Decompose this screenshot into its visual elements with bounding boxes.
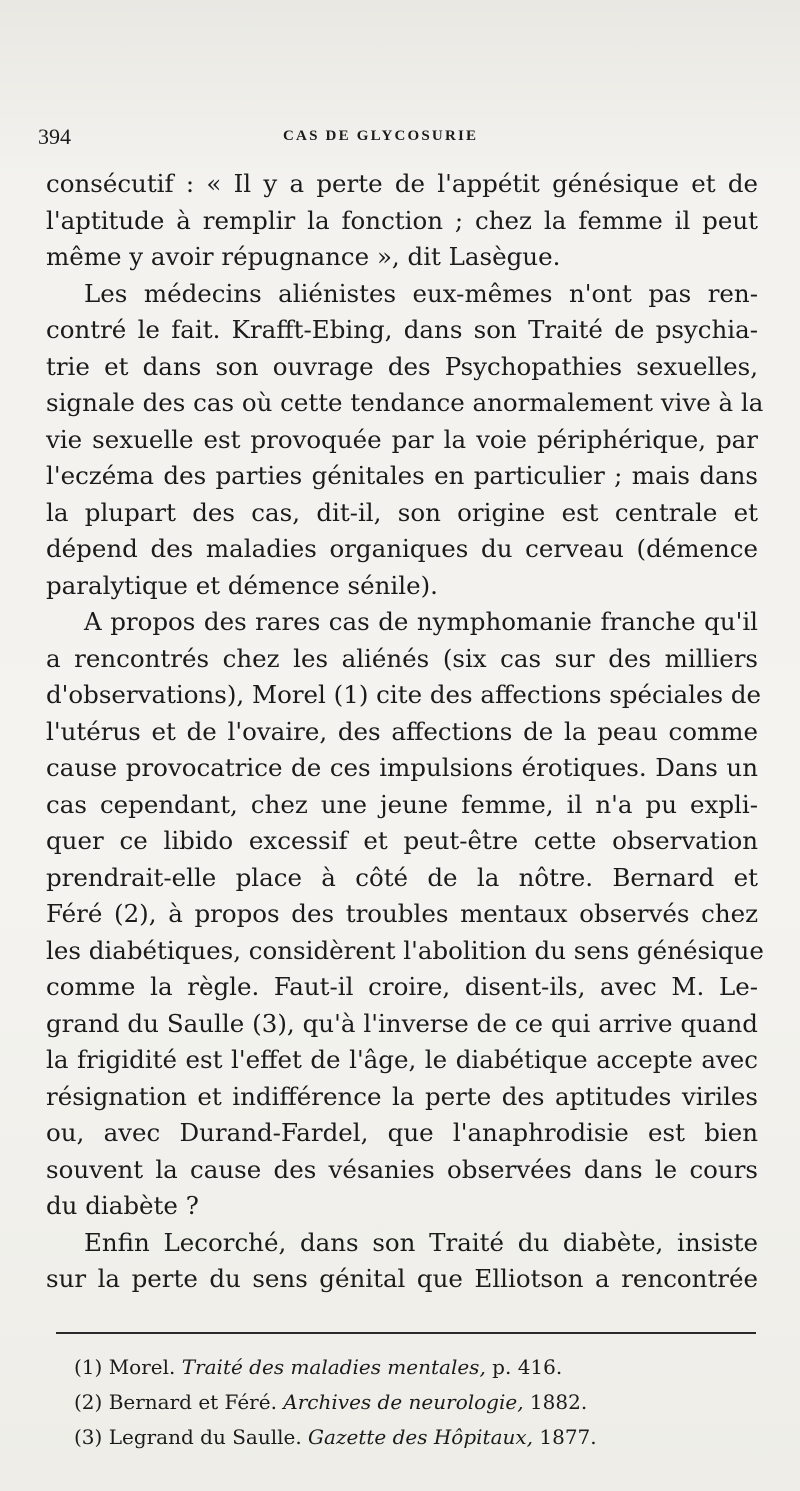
page-header	[38, 124, 758, 154]
footnote-rule	[56, 1332, 756, 1334]
text-line: ou, avec Durand-Fardel, que l'anaphrodisie est bien	[46, 1118, 758, 1147]
text-line: cause provocatrice de ces impulsions érotiques. Dans un	[46, 753, 758, 782]
footnote-ref: 1877.	[539, 1425, 597, 1449]
text-line: Enfin Lecorché, dans son Traité du diabète, insiste	[84, 1227, 758, 1257]
text-line: la plupart des cas, dit-il, son origine est centrale et	[46, 497, 758, 527]
text-line: même y avoir répugnance », dit Lasègue.	[46, 242, 561, 271]
text-line: l'eczéma des parties génitales en particulier ; mais dans	[46, 461, 758, 490]
text-line: souvent la cause des vésanies observées dans le cours	[46, 1154, 758, 1184]
text-line: résignation et indifférence la perte des aptitudes viriles	[46, 1081, 758, 1111]
text-line: signale des cas où cette tendance anormalement vive à la	[46, 388, 764, 417]
footnote-title: Gazette des Hôpitaux,	[308, 1425, 534, 1449]
text-line: les diabétiques, considèrent l'abolition du sens génésique	[46, 935, 764, 965]
text-line: Féré (2), à propos des troubles mentaux observés chez	[46, 899, 758, 928]
text-line: sur la perte du sens génital que Elliotson a rencontrée	[46, 1264, 758, 1293]
footnote-author: Bernard et Féré.	[108, 1390, 277, 1414]
text-line: d'observations), Morel (1) cite des affections spéciales de	[46, 680, 761, 709]
text-line: trie et dans son ouvrage des Psychopathies sexuelles,	[46, 351, 758, 381]
footnote	[74, 1350, 754, 1385]
footnote-title: Archives de neurologie,	[283, 1390, 524, 1414]
text-line: l'aptitude à remplir la fonction ; chez la femme il peut	[46, 205, 758, 235]
text-line: l'utérus et de l'ovaire, des affections de la peau comme	[46, 716, 758, 746]
text-line: A propos des rares cas de nymphomanie franche qu'il	[84, 607, 758, 636]
text-line: consécutif : « Il y a perte de l'appétit génésique et de	[46, 169, 758, 198]
text-line: la frigidité est l'effet de l'âge, le diabétique accepte avec	[46, 1045, 758, 1074]
text-line: comme la règle. Faut-il croire, disent-ils, avec M. Le-	[46, 972, 758, 1001]
text-line: paralytique et démence sénile).	[46, 570, 438, 600]
footnote-title: Traité des maladies mentales,	[181, 1355, 486, 1379]
footnote	[74, 1420, 754, 1455]
text-line: vie sexuelle est provoquée par la voie périphérique, par	[46, 424, 758, 454]
footnote-author: Morel.	[108, 1355, 176, 1379]
page-number: 394	[38, 124, 71, 149]
footnote-marker: (1)	[74, 1355, 103, 1379]
text-line: prendrait-elle place à côté de la nôtre. Bernard et	[46, 862, 758, 892]
footnote-marker: (2)	[74, 1390, 103, 1414]
text-line: Les médecins aliénistes eux-mêmes n'ont pas ren-	[84, 278, 758, 308]
footnote-author: Legrand du Saulle.	[108, 1425, 302, 1449]
body-text	[46, 166, 764, 1298]
text-line: du diabète ?	[46, 1191, 199, 1220]
text-line: quer ce libido excessif et peut-être cette observation	[46, 826, 758, 855]
footnote-marker: (3)	[74, 1425, 103, 1449]
text-line: dépend des maladies organiques du cerveau (démence	[46, 534, 758, 563]
text-line: grand du Saulle (3), qu'à l'inverse de ce qui arrive quand	[46, 1008, 758, 1038]
text-line: a rencontrés chez les aliénés (six cas sur des milliers	[46, 643, 758, 673]
text-line: contré le fait. Krafft-Ebing, dans son Traité de psychia-	[46, 315, 758, 344]
text-line: cas cependant, chez une jeune femme, il n'a pu expli-	[46, 789, 758, 819]
footnote-ref: p. 416.	[492, 1355, 563, 1379]
running-title: CAS DE GLYCOSURIE	[283, 128, 479, 144]
footnote	[74, 1385, 754, 1420]
footnotes	[74, 1350, 754, 1455]
footnote-ref: 1882.	[529, 1390, 588, 1414]
